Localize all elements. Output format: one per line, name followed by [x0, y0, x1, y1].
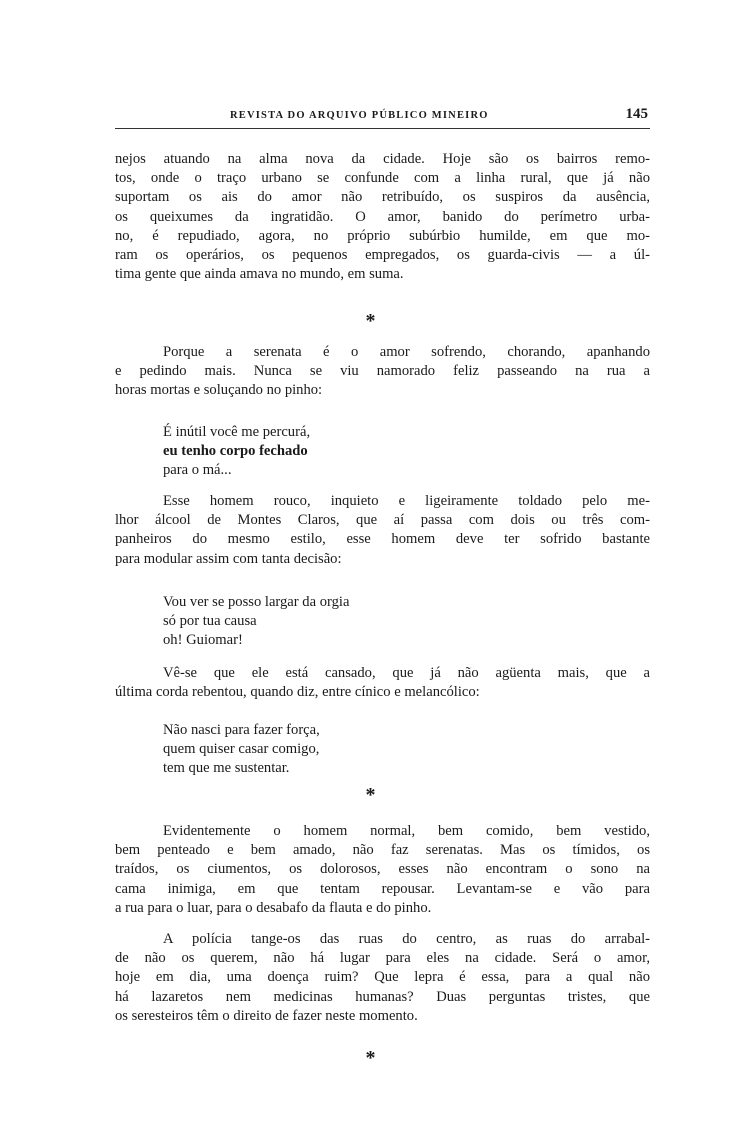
text-line: cama inimiga, em que tentam repousar. Levantam-se e vão para	[115, 880, 650, 897]
verse-line: É inútil você me percurá,	[163, 424, 311, 440]
verse-3	[163, 721, 583, 779]
header-rule	[115, 128, 650, 129]
text-line: horas mortas e soluçando no pinho:	[115, 382, 323, 399]
paragraph-6	[115, 930, 650, 1026]
text-line: lhor álcool de Montes Claros, que aí passa com dois ou três com-	[115, 512, 650, 529]
section-separator: *	[365, 310, 376, 332]
text-line: última corda rebentou, quando diz, entre cínico e melancólico:	[115, 684, 480, 701]
paragraph-3	[115, 492, 650, 569]
verse-line: Vou ver se posso largar da orgia	[163, 594, 350, 610]
paragraph-4	[115, 664, 650, 702]
text-line: tima gente que ainda amava no mundo, em suma.	[115, 266, 404, 283]
paragraph-2	[115, 343, 650, 401]
verse-line: eu tenho corpo fechado	[163, 443, 308, 460]
paragraph-1	[115, 150, 650, 284]
paragraph-5	[115, 822, 650, 918]
text-line: Evidentemente o homem normal, bem comido, bem vestido,	[163, 823, 650, 839]
text-line: traídos, os ciumentos, os dolorosos, esses não encontram o sono na	[115, 861, 650, 878]
text-line: os queixumes da ingratidão. O amor, banido do perímetro urba-	[115, 208, 650, 225]
text-line: hoje em dia, uma doença ruim? Que lepra é essa, para a qual não	[115, 969, 650, 986]
text-line: suportam os ais do amor não retribuído, os suspiros da ausência,	[115, 189, 650, 206]
verse-line: Não nasci para fazer força,	[163, 722, 320, 738]
text-line: os seresteiros têm o direito de fazer neste momento.	[115, 1007, 418, 1024]
verse-2	[163, 593, 583, 651]
section-separator: *	[365, 784, 376, 806]
text-line: A polícia tange-os das ruas do centro, as ruas do arrabal-	[163, 931, 650, 947]
text-line: há lazaretos nem medicinas humanas? Duas perguntas tristes, que	[115, 988, 650, 1005]
running-header	[115, 106, 650, 128]
text-line: no, é repudiado, agora, no próprio subúrbio humilde, em que mo-	[115, 227, 650, 244]
verse-line: só por tua causa	[163, 613, 257, 630]
verse-line: quem quiser casar comigo,	[163, 741, 320, 758]
text-line: Vê-se que ele está cansado, que já não agüenta mais, que a	[163, 665, 650, 681]
text-line: bem penteado e bem amado, não faz serenatas. Mas os tímidos, os	[115, 842, 650, 859]
verse-line: tem que me sustentar.	[163, 760, 290, 777]
running-title: REVISTA DO ARQUIVO PÚBLICO MINEIRO	[230, 110, 489, 121]
text-line: tos, onde o traço urbano se confunde com a linha rural, que já não	[115, 170, 650, 187]
text-line: e pedindo mais. Nunca se viu namorado feliz passeando na rua a	[115, 363, 650, 380]
text-line: Porque a serenata é o amor sofrendo, chorando, apanhando	[163, 344, 650, 360]
section-separator: *	[365, 1047, 376, 1069]
text-line: panheiros do mesmo estilo, esse homem deve ter sofrido bastante	[115, 531, 650, 548]
text-line: de não os querem, não há lugar para eles na cidade. Será o amor,	[115, 950, 650, 967]
text-line: para modular assim com tanta decisão:	[115, 550, 342, 567]
text-line: a rua para o luar, para o desabafo da flauta e do pinho.	[115, 899, 432, 916]
text-line: nejos atuando na alma nova da cidade. Hoje são os bairros remo-	[115, 151, 650, 167]
page-number: 145	[625, 106, 648, 122]
verse-line: oh! Guiomar!	[163, 632, 243, 649]
text-line: ram os operários, os pequenos empregados, os guarda-civis — a úl-	[115, 247, 650, 264]
verse-line: para o má...	[163, 462, 232, 479]
verse-1	[163, 423, 583, 481]
text-line: Esse homem rouco, inquieto e ligeiramente toldado pelo me-	[163, 493, 650, 509]
